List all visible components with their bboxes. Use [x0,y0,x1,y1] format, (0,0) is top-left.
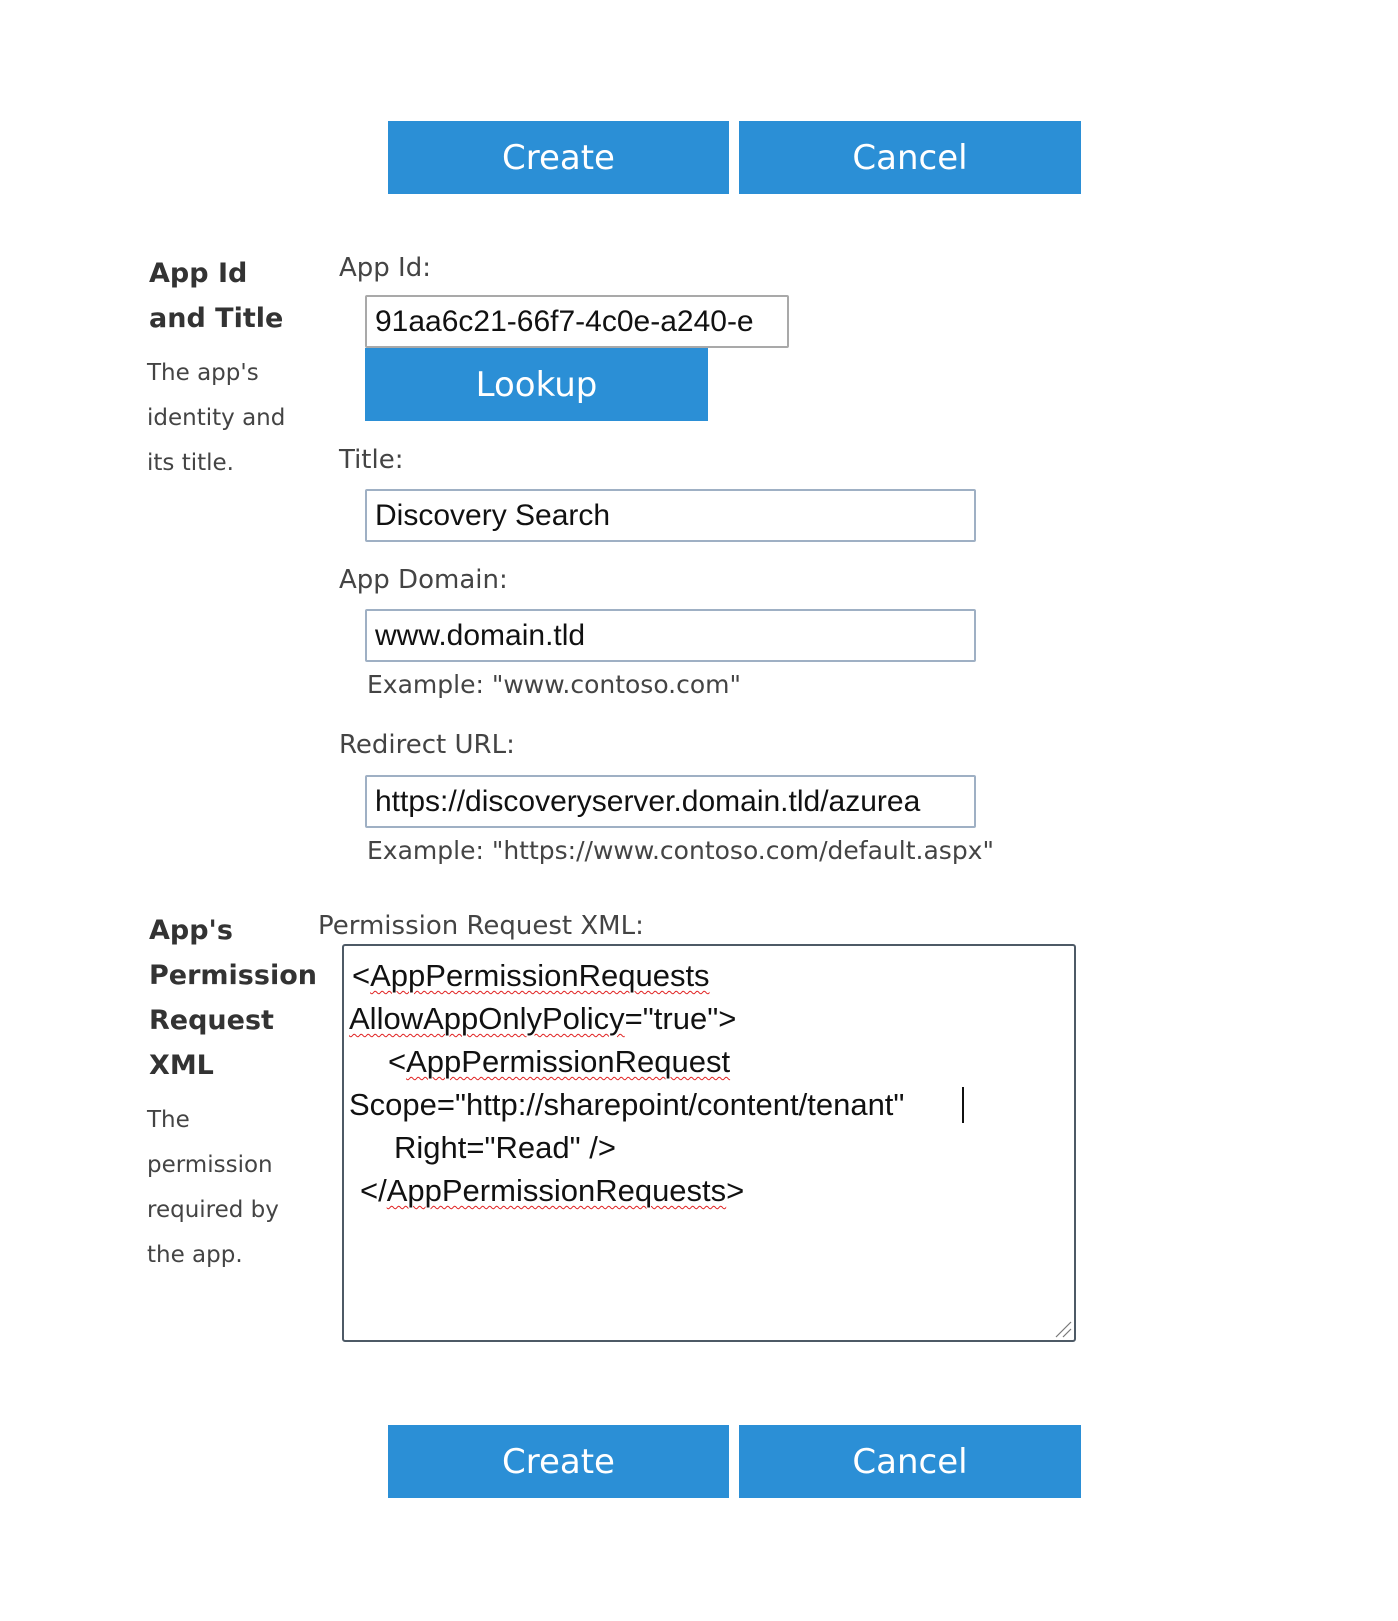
title-input[interactable] [365,489,976,542]
section-desc-line: identity and [147,405,286,431]
app-domain-label: App Domain: [339,565,508,595]
app-domain-example: Example: "www.contoso.com" [367,670,742,699]
section-title-line: XML [149,1050,214,1081]
xml-line-2: AllowAppOnlyPolicy="true"> [349,1001,737,1036]
section-title-line: App Id [149,258,248,289]
xml-line-4: Scope="http://sharepoint/content/tenant" [349,1087,905,1122]
section-title-line: App's [149,915,233,946]
section-desc-line: permission [147,1152,273,1178]
title-label: Title: [339,445,404,475]
xml-line-5: Right="Read" /> [394,1130,616,1165]
resize-grip-icon[interactable] [1052,1318,1072,1338]
section-desc-line: The app's [147,360,259,386]
section-title-line: Permission [149,960,317,991]
app-id-input[interactable] [365,295,789,348]
lookup-button[interactable]: Lookup [365,348,708,421]
app-id-label: App Id: [339,253,431,283]
xml-line-6: </AppPermissionRequests> [360,1173,745,1208]
xml-line-1: <AppPermissionRequests [352,958,710,993]
cancel-button-bottom[interactable]: Cancel [739,1425,1081,1498]
create-button-top[interactable]: Create [388,121,729,194]
section-desc-line: the app. [147,1242,243,1268]
permission-xml-label: Permission Request XML: [318,911,644,941]
redirect-url-example: Example: "https://www.contoso.com/default.aspx" [367,836,994,865]
cancel-button-top[interactable]: Cancel [739,121,1081,194]
redirect-url-input[interactable] [365,775,976,828]
section-title-line: Request [149,1005,274,1036]
redirect-url-label: Redirect URL: [339,730,515,760]
permission-xml-textarea[interactable] [342,944,1076,1342]
section-title-line: and Title [149,303,284,334]
create-button-bottom[interactable]: Create [388,1425,729,1498]
xml-line-3: <AppPermissionRequest [388,1044,731,1079]
section-desc-line: its title. [147,450,234,476]
app-domain-input[interactable] [365,609,976,662]
section-desc-line: required by [147,1197,279,1223]
text-caret [962,1087,964,1123]
section-desc-line: The [147,1107,190,1133]
